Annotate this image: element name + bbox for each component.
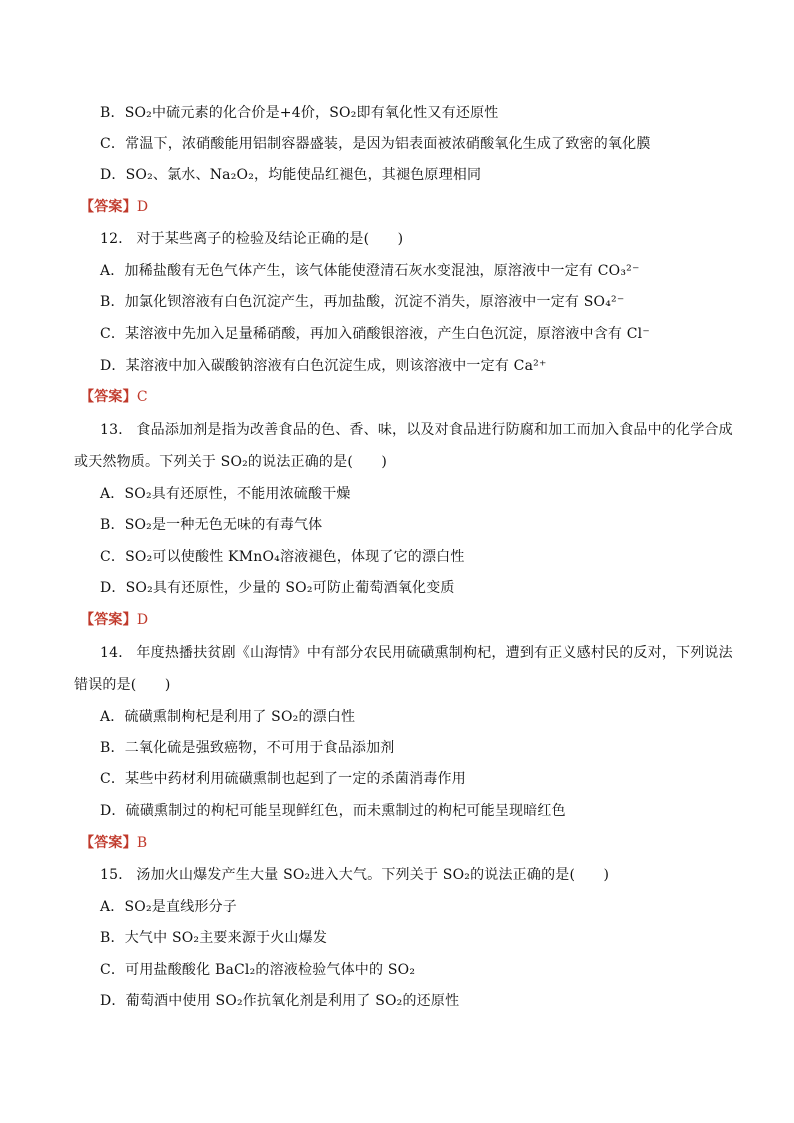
- q14-option-a: A．硫磺熏制枸杞是利用了 SO₂的漂白性: [100, 709, 356, 725]
- q12-option-a: A．加稀盐酸有无色气体产生，该气体能使澄清石灰水变混浊，原溶液中一定有 CO₃²⁻: [100, 263, 640, 279]
- q12-option-d: D．某溶液中加入碳酸钠溶液有白色沉淀生成，则该溶液中一定有 Ca²⁺: [100, 358, 547, 374]
- q15-option-b: B．大气中 SO₂主要来源于火山爆发: [100, 930, 328, 946]
- q15-stem: 15． 汤加火山爆发产生大量 SO₂进入大气。下列关于 SO₂的说法正确的是( ): [100, 867, 610, 883]
- q14-stem-line2: 错误的是( ): [74, 677, 171, 693]
- q15-option-a: A．SO₂是直线形分子: [100, 899, 237, 915]
- q12-stem: 12． 对于某些离子的检验及结论正确的是( ): [100, 231, 404, 247]
- q14-stem-line1: 14． 年度热播扶贫剧《山海情》中有部分农民用硫磺熏制枸杞，遭到有正义感村民的反对，下列说法: [100, 645, 733, 661]
- q14-option-b: B．二氧化硫是强致癌物，不可用于食品添加剂: [100, 740, 395, 756]
- q15-option-c: C．可用盐酸酸化 BaCl₂的溶液检验气体中的 SO₂: [100, 962, 416, 978]
- q13-option-c: C．SO₂可以使酸性 KMnO₄溶液褪色，体现了它的漂白性: [100, 549, 465, 565]
- q13-stem-line1: 13． 食品添加剂是指为改善食品的色、香、味，以及对食品进行防腐和加工而加入食品中的化学合成: [100, 422, 733, 438]
- q14-option-c: C．某些中药材利用硫磺熏制也起到了一定的杀菌消毒作用: [100, 771, 466, 787]
- q13-option-a: A．SO₂具有还原性，不能用浓硫酸干燥: [100, 486, 351, 502]
- q13-option-b: B．SO₂是一种无色无味的有毒气体: [100, 517, 323, 533]
- q13-option-d: D．SO₂具有还原性，少量的 SO₂可防止葡萄酒氧化变质: [100, 580, 455, 596]
- q12-option-c: C．某溶液中先加入足量稀硝酸，再加入硝酸银溶液，产生白色沉淀，原溶液中含有 Cl⁻: [100, 326, 650, 342]
- q12-option-b: B．加氯化钡溶液有白色沉淀产生，再加盐酸，沉淀不消失，原溶液中一定有 SO₄²⁻: [100, 294, 625, 310]
- q15-option-d: D．葡萄酒中使用 SO₂作抗氧化剂是利用了 SO₂的还原性: [100, 993, 460, 1009]
- q11-answer: 【答案】D: [80, 199, 149, 215]
- q14-option-d: D．硫磺熏制过的枸杞可能呈现鲜红色，而未熏制过的枸杞可能呈现暗红色: [100, 803, 566, 819]
- q11-option-b: B．SO₂中硫元素的化合价是+4价，SO₂即有氧化性又有还原性: [100, 105, 499, 121]
- q11-option-d: D．SO₂、氯水、Na₂O₂，均能使品红褪色，其褪色原理相同: [100, 167, 482, 183]
- q14-answer: 【答案】B: [80, 835, 148, 851]
- q11-option-c: C．常温下，浓硝酸能用铝制容器盛装，是因为铝表面被浓硝酸氧化生成了致密的氧化膜: [100, 136, 651, 152]
- q13-answer: 【答案】D: [80, 612, 149, 628]
- q13-stem-line2: 或天然物质。下列关于 SO₂的说法正确的是( ): [74, 454, 388, 470]
- q12-answer: 【答案】C: [80, 389, 148, 405]
